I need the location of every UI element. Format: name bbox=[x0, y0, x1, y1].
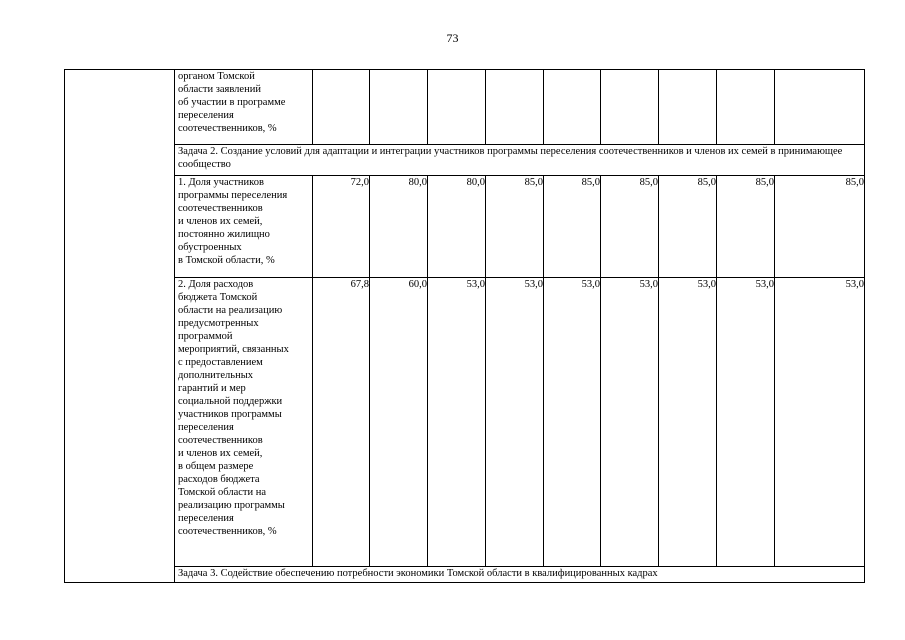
value-cell: 67,8 bbox=[313, 278, 370, 567]
task-heading: Задача 2. Создание условий для адаптации и интеграции участников программы переселения соотечественников и членов их семей в принимающее сообщество bbox=[175, 145, 865, 176]
task-row bbox=[65, 567, 865, 583]
indicators-table bbox=[64, 69, 865, 583]
value-cell: 60,0 bbox=[370, 278, 428, 567]
value-cell: 85,0 bbox=[544, 176, 601, 278]
task-heading: Задача 3. Содействие обеспечению потребности экономики Томской области в квалифицированных кадрах bbox=[175, 567, 865, 583]
value-cell: 53,0 bbox=[601, 278, 659, 567]
value-cell bbox=[428, 70, 486, 145]
value-cell: 53,0 bbox=[486, 278, 544, 567]
indicator-cell: 1. Доля участников программы переселения соотечественников и членов их семей, постоянно жилищно обустроенных в Томской области, % bbox=[175, 176, 313, 278]
value-cell: 85,0 bbox=[486, 176, 544, 278]
value-cell: 53,0 bbox=[717, 278, 775, 567]
value-cell: 85,0 bbox=[717, 176, 775, 278]
value-cell: 80,0 bbox=[370, 176, 428, 278]
indicator-cell: органом Томской области заявлений об участии в программе переселения соотечественников, % bbox=[175, 70, 313, 145]
indicator-cell: 2. Доля расходов бюджета Томской области на реализацию предусмотренных программой мероприятий, связанных с предоставлением дополнительных гарантий и мер социальной поддержки участников программы переселения соотечественников и членов их семей, в общем размере расходов бюджета Томской области на реализацию программы переселения соотечественников, % bbox=[175, 278, 313, 567]
table-row bbox=[65, 70, 865, 145]
left-merged-cell bbox=[65, 70, 175, 583]
value-cell bbox=[544, 70, 601, 145]
value-cell: 53,0 bbox=[659, 278, 717, 567]
value-cell: 53,0 bbox=[775, 278, 865, 567]
page-number: 73 bbox=[446, 31, 459, 45]
value-cell: 72,0 bbox=[313, 176, 370, 278]
value-cell bbox=[313, 70, 370, 145]
table-row bbox=[65, 176, 865, 278]
value-cell: 85,0 bbox=[775, 176, 865, 278]
value-cell bbox=[717, 70, 775, 145]
value-cell bbox=[601, 70, 659, 145]
value-cell: 80,0 bbox=[428, 176, 486, 278]
value-cell bbox=[370, 70, 428, 145]
value-cell: 85,0 bbox=[659, 176, 717, 278]
value-cell bbox=[659, 70, 717, 145]
value-cell: 53,0 bbox=[544, 278, 601, 567]
value-cell: 85,0 bbox=[601, 176, 659, 278]
value-cell bbox=[486, 70, 544, 145]
table-row bbox=[65, 278, 865, 567]
value-cell bbox=[775, 70, 865, 145]
value-cell: 53,0 bbox=[428, 278, 486, 567]
task-row bbox=[65, 145, 865, 176]
